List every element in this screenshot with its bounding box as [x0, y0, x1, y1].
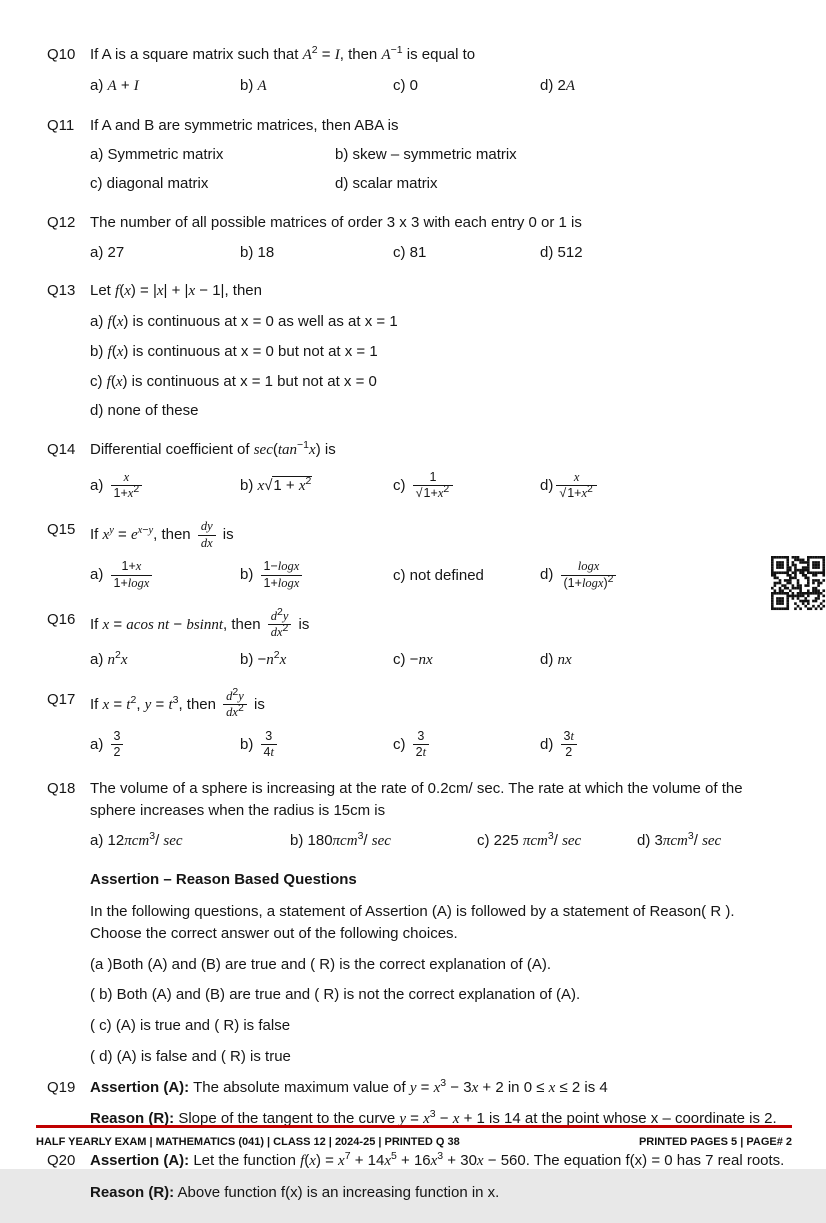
option: a) f(x) is continuous at x = 0 as well as at x = 1 [90, 313, 398, 330]
option: c) 0 [393, 77, 419, 95]
option: a) 12πcm$^3$/ sec [90, 829, 183, 849]
question-body [90, 778, 786, 859]
section-heading: Assertion – Reason Based Questions [90, 871, 357, 889]
paragraph: (a )Both (A) and (B) are true and ( R) is the correct explanation of (A). [90, 955, 552, 973]
question-stem: The number of all possible matrices of order 3 x 3 with each entry 0 or 1 is [90, 213, 582, 231]
option: d) $\frac{3t}{2}$ [540, 729, 786, 761]
question-stem: If $x = t^2$, $y = t^3$, then $\frac{d^2y}{dx^2}$ is [90, 685, 265, 720]
question-q16 [47, 605, 786, 679]
question-q20 [47, 1150, 786, 1213]
question-paragraph: Reason (R): Above function f(x) is an increasing function in x. [90, 1183, 500, 1201]
option: d) none of these [90, 402, 199, 420]
option: a) $\frac{1+x}{1+\log x}$ [90, 559, 240, 591]
question-number: Q15 [47, 521, 76, 538]
options-row [90, 173, 786, 195]
question-body [90, 115, 786, 202]
question-stem: If A is a square matrix such that $A^2 = I$, then $A^{-1}$ is equal to [90, 44, 476, 63]
question-q14 [47, 439, 786, 509]
question-q13 [47, 280, 786, 429]
options-row [90, 371, 786, 394]
question-number: Q19 [47, 1078, 76, 1096]
footer-rule [36, 1125, 792, 1128]
option: a) Symmetric matrix [90, 146, 224, 164]
question-q11 [47, 115, 786, 202]
options-row [90, 400, 786, 422]
options-row [90, 830, 786, 853]
option: b) A [240, 76, 267, 94]
question-stem: The volume of a sphere is increasing at the rate of 0.2cm/ sec. The rate at which the volume of the sphere increases when the radius is 15cm is [90, 780, 743, 819]
question-stem: If A and B are symmetric matrices, then ABA is [90, 116, 399, 134]
option: c) $\frac{1}{√1+x^2}$ [393, 470, 540, 502]
question-number: Q11 [47, 116, 75, 134]
option: d) 2A [540, 76, 576, 94]
option: d) scalar matrix [335, 175, 438, 192]
question-paragraph: Assertion (A): Let the function $f(x) = x^7 + 14x^5 + 16x^3 + 30x - 560$. The equation f(x) = 0 has 7 real roots. [90, 1150, 785, 1169]
options-row [90, 144, 786, 166]
question-paragraph: Assertion (A): The absolute maximum value of $y = x^3 - 3x + 2$ in 0 ≤ x ≤ 2 is 4 [90, 1076, 608, 1096]
option: b) skew – symmetric matrix [335, 146, 517, 164]
question-stem: If $x^y = e^{x-y}$, then $\frac{dy}{dx}$ is [90, 519, 234, 550]
question-stem: Let f(x) = |x| + |x − 1|, then [90, 282, 262, 300]
paragraph: ( b) Both (A) and (B) are true and ( R) is not the correct explanation of (A). [90, 986, 581, 1004]
question-q15 [47, 519, 786, 599]
option: b) f(x) is continuous at x = 0 but not at x = 1 [90, 342, 378, 360]
options-row [90, 75, 786, 98]
paragraph: ( c) (A) is true and ( R) is false [90, 1017, 291, 1034]
option: b) 18 [240, 243, 275, 261]
question-number: Q18 [47, 780, 76, 797]
qr-code [771, 556, 825, 610]
option: c) −nx [393, 650, 433, 668]
footer-left: HALF YEARLY EXAM | MATHEMATICS (041) | CLASS 12 | 2024-25 | PRINTED Q 38 [36, 1136, 460, 1149]
question-q18 [47, 778, 786, 859]
question-paragraph: Reason (R): Slope of the tangent to the curve $y = x^3 - x + 1$ is 14 at the point whose x – coordinate is 2. [90, 1108, 777, 1128]
options-row [90, 649, 786, 672]
question-number: Q17 [47, 690, 76, 708]
question-body [90, 439, 786, 509]
option: d) $\frac{\log x}{(1+\log x)^2}$ [540, 559, 786, 591]
option: a) $\frac{3}{2}$ [90, 729, 240, 761]
content [47, 44, 786, 1223]
question-number: Q16 [47, 610, 76, 628]
option: d) nx [540, 650, 572, 668]
question-body [90, 1150, 786, 1213]
option: a) $\frac{x}{1+x^2}$ [90, 470, 240, 502]
question-stem: Differential coefficient of $\sec(\tan^{-1}x)$ is [90, 439, 336, 458]
option: c) 225 πcm$^3$/ sec [477, 829, 582, 849]
options-row [90, 559, 786, 591]
option: a) 27 [90, 243, 125, 261]
question-body [90, 212, 786, 271]
qr-code-image [771, 556, 825, 610]
question-q10 [47, 44, 786, 105]
paragraph: In the following questions, a statement of Assertion (A) is followed by a statement of Reason( R ). Choose the correct answer out of the following choices. [90, 903, 735, 942]
option: a) A + I [90, 76, 139, 94]
question-stem: If x = acos nt − bsinnt, then $\frac{d^2y}{dx^2}$ is [90, 605, 310, 640]
option: d) $\frac{x}{√1+x^2}$ [540, 470, 786, 502]
question-body [90, 44, 786, 105]
footer-right: PRINTED PAGES 5 | PAGE# 2 [638, 1136, 792, 1149]
question-number: Q14 [47, 441, 76, 458]
question-number: Q12 [47, 213, 76, 231]
question-body [90, 280, 786, 429]
option: b) 180πcm$^3$/ sec [290, 829, 391, 849]
question-number: Q20 [47, 1152, 76, 1169]
option: b) $x√1 + x^2$ [240, 474, 312, 494]
question-q17 [47, 685, 786, 769]
options-row [90, 311, 786, 334]
question-number: Q13 [47, 282, 76, 300]
option: a) $n^2x$ [90, 648, 128, 668]
option: c) diagonal matrix [90, 175, 209, 192]
options-row [90, 242, 786, 264]
question-body [90, 519, 786, 599]
options-row [90, 470, 786, 502]
question-number: Q10 [47, 46, 76, 63]
option: b) $\frac{3}{4t}$ [240, 729, 393, 761]
option: c) f(x) is continuous at x = 1 but not at x = 0 [90, 372, 377, 390]
question-body [90, 605, 786, 679]
question-q12 [47, 212, 786, 271]
paragraph: ( d) (A) is false and ( R) is true [90, 1047, 291, 1065]
option: b) $\frac{1-\log x}{1+\log x}$ [240, 559, 393, 591]
question-body [90, 685, 786, 769]
option: d) 3πcm$^3$/ sec [637, 829, 722, 849]
option: c) 81 [393, 243, 427, 261]
footer [36, 1125, 792, 1151]
options-row [90, 341, 786, 364]
options-row [90, 729, 786, 761]
option: c) not defined [393, 566, 484, 584]
option: d) 512 [540, 243, 583, 261]
option: $b) -n^2x$ [240, 648, 287, 668]
option: c) $\frac{3}{2t}$ [393, 729, 540, 761]
